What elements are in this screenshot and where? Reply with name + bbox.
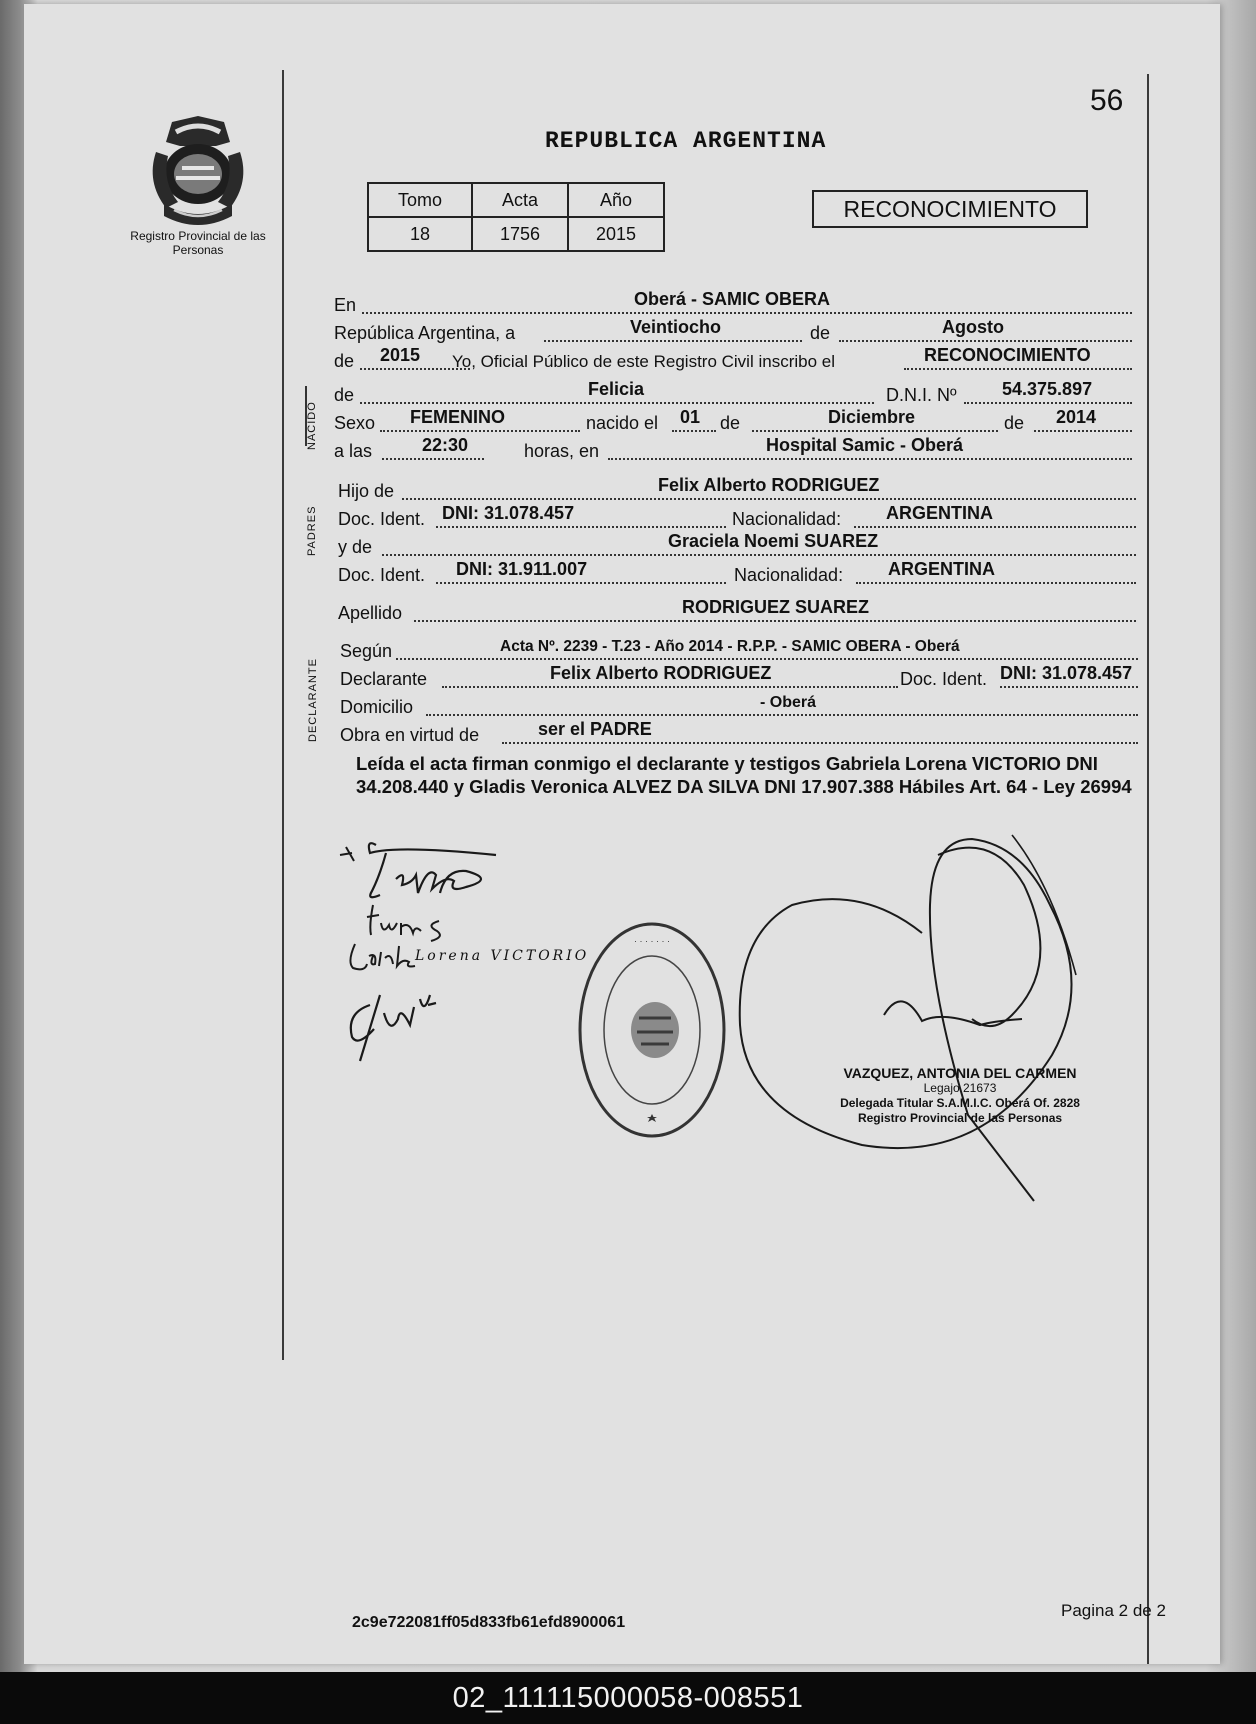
label-doc-ident-declarant: Doc. Ident. bbox=[900, 669, 988, 689]
value-ano: 2015 bbox=[568, 217, 664, 251]
value-father: Felix Alberto RODRIGUEZ bbox=[658, 475, 880, 495]
value-day-words: Veintiocho bbox=[630, 317, 722, 337]
value-declarant-dni: DNI: 31.078.457 bbox=[1000, 663, 1133, 683]
record-table bbox=[367, 182, 665, 252]
dots bbox=[382, 456, 484, 460]
label-declarante: Declarante bbox=[340, 669, 428, 689]
label-de: de bbox=[810, 323, 831, 343]
value-act: RECONOCIMIENTO bbox=[924, 345, 1091, 365]
dots bbox=[544, 338, 802, 342]
value-declarant: Felix Alberto RODRIGUEZ bbox=[550, 663, 772, 683]
value-mother: Graciela Noemi SUAREZ bbox=[668, 531, 879, 551]
label-y-de: y de bbox=[338, 537, 373, 557]
document-title: REPUBLICA ARGENTINA bbox=[545, 128, 827, 154]
line-domicilio bbox=[340, 692, 1140, 720]
dots bbox=[502, 740, 1138, 744]
signer-office: Registro Provincial de las Personas bbox=[857, 1111, 1063, 1125]
line-madre bbox=[338, 532, 1138, 560]
side-label-padres: PADRES bbox=[306, 505, 318, 556]
scan-id: 02_111115000058-008551 bbox=[452, 1681, 804, 1714]
dots bbox=[442, 684, 898, 688]
line-nombre bbox=[334, 380, 1134, 408]
record-type-box: RECONOCIMIENTO bbox=[812, 190, 1088, 228]
line-declarante bbox=[340, 664, 1140, 692]
label-dni: D.N.I. Nº bbox=[886, 385, 957, 405]
dots bbox=[839, 338, 1132, 342]
value-dni: 54.375.897 bbox=[1002, 379, 1093, 399]
label-republica: República Argentina, a bbox=[334, 323, 516, 343]
pagination: Pagina 2 de 2 bbox=[1061, 1601, 1166, 1620]
value-birth-place: Hospital Samic - Oberá bbox=[766, 435, 964, 455]
value-year: 2015 bbox=[380, 345, 421, 365]
inscription-text: Yo, Oficial Público de este Registro Civil inscribo el bbox=[452, 352, 835, 371]
label-sexo: Sexo bbox=[334, 413, 376, 433]
official-signature bbox=[732, 825, 1132, 1215]
line-anio bbox=[334, 346, 1134, 374]
header-acta: Acta bbox=[472, 183, 568, 217]
document-hash: 2c9e722081ff05d833fb61efd8900061 bbox=[352, 1614, 626, 1631]
dots bbox=[608, 456, 1132, 460]
signer-role: Delegada Titular S.A.M.I.C. Oberá Of. 2828 bbox=[840, 1096, 1080, 1110]
value-mother-nationality: ARGENTINA bbox=[888, 559, 995, 579]
dots bbox=[402, 496, 1136, 500]
value-address: - Oberá bbox=[760, 694, 817, 711]
side-label-nacido: NACIDO bbox=[306, 401, 318, 450]
dots bbox=[360, 400, 874, 404]
value-time: 22:30 bbox=[422, 435, 469, 455]
label-hijo-de: Hijo de bbox=[338, 481, 395, 501]
line-republica bbox=[334, 318, 1134, 346]
dots bbox=[1000, 684, 1138, 688]
value-tomo: 18 bbox=[368, 217, 472, 251]
label-nationality-father: Nacionalidad: bbox=[732, 509, 842, 529]
header-tomo: Tomo bbox=[368, 183, 472, 217]
dots bbox=[436, 524, 726, 528]
label-en: En bbox=[334, 295, 357, 315]
label-de-1: de bbox=[720, 413, 741, 433]
right-margin-line bbox=[1147, 74, 1149, 1664]
value-reference-act: Acta Nº. 2239 - T.23 - Año 2014 - R.P.P. - SAMIC OBERA - Oberá bbox=[500, 638, 960, 655]
value-acta: 1756 bbox=[472, 217, 568, 251]
dots bbox=[904, 366, 1132, 370]
line-en bbox=[334, 290, 1134, 318]
witness-signature-lorena bbox=[345, 938, 425, 978]
label-nationality-mother: Nacionalidad: bbox=[734, 565, 844, 585]
value-father-nationality: ARGENTINA bbox=[886, 503, 993, 523]
label-horas: horas, en bbox=[524, 441, 600, 461]
witness-signature-2 bbox=[340, 985, 450, 1065]
page-number: 56 bbox=[1090, 84, 1124, 117]
value-birth-month: Diciembre bbox=[828, 407, 916, 427]
dots bbox=[1034, 428, 1132, 432]
province-seal-logo bbox=[146, 112, 250, 230]
value-father-dni: DNI: 31.078.457 bbox=[442, 503, 575, 523]
header-ano: Año bbox=[568, 183, 664, 217]
label-de-nombre: de bbox=[334, 385, 355, 405]
line-hora bbox=[334, 436, 1134, 464]
dots bbox=[396, 656, 1138, 660]
registry-name: Registro Provincial de las Personas bbox=[130, 229, 266, 257]
value-birth-year: 2014 bbox=[1056, 407, 1097, 427]
left-margin-line bbox=[282, 70, 284, 1360]
dots bbox=[856, 580, 1136, 584]
signer-legajo: Legajo 21673 bbox=[923, 1081, 997, 1095]
svg-text:· · · · · · ·: · · · · · · · bbox=[634, 936, 670, 946]
value-place: Oberá - SAMIC OBERA bbox=[634, 289, 831, 309]
dots bbox=[854, 524, 1136, 528]
value-mother-dni: DNI: 31.911.007 bbox=[456, 559, 588, 579]
value-sex: FEMENINO bbox=[410, 407, 506, 427]
closing-paragraph: Leída el acta firman conmigo el declarante y testigos Gabriela Lorena VICTORIO DNI 34.208.440 y Gladis Veronica ALVEZ DA SILVA DNI 17.907.388 Hábiles Art. 64 - Ley 26994 bbox=[356, 753, 1132, 797]
line-segun bbox=[340, 636, 1140, 664]
value-given-name: Felicia bbox=[588, 379, 645, 399]
witness-name-handwritten: Lorena VICTORIO bbox=[415, 948, 590, 964]
side-label-declarante: DECLARANTE bbox=[307, 658, 319, 742]
official-signature-block bbox=[830, 1066, 1090, 1126]
label-doc-ident-father: Doc. Ident. bbox=[338, 509, 426, 529]
line-padre bbox=[338, 476, 1138, 504]
signer-name: VAZQUEZ, ANTONIA DEL CARMEN bbox=[843, 1065, 1077, 1081]
label-a-las: a las bbox=[334, 441, 373, 461]
dots bbox=[752, 428, 998, 432]
label-segun: Según bbox=[340, 641, 393, 661]
label-obra: Obra en virtud de bbox=[340, 725, 480, 745]
line-apellido bbox=[338, 598, 1138, 626]
registry-stamp bbox=[575, 918, 730, 1143]
dots bbox=[436, 580, 726, 584]
dots bbox=[414, 618, 1136, 622]
scan-id-bar bbox=[0, 1672, 1256, 1724]
value-surname: RODRIGUEZ SUAREZ bbox=[682, 597, 870, 617]
label-doc-ident-mother: Doc. Ident. bbox=[338, 565, 426, 585]
label-domicilio: Domicilio bbox=[340, 697, 414, 717]
label-de-anio: de bbox=[334, 351, 355, 371]
dots bbox=[362, 310, 1132, 314]
dots bbox=[380, 428, 580, 432]
label-de-2: de bbox=[1004, 413, 1025, 433]
dots bbox=[382, 552, 1136, 556]
dots bbox=[964, 400, 1132, 404]
value-birth-day: 01 bbox=[680, 407, 701, 427]
line-obra bbox=[340, 720, 1140, 748]
value-month: Agosto bbox=[942, 317, 1004, 337]
dots bbox=[672, 428, 716, 432]
label-nacido: nacido el bbox=[586, 413, 659, 433]
line-madre-doc bbox=[338, 560, 1138, 588]
dots bbox=[426, 712, 1138, 716]
line-sexo bbox=[334, 408, 1134, 436]
value-reason: ser el PADRE bbox=[538, 719, 652, 739]
line-padre-doc bbox=[338, 504, 1138, 532]
label-apellido: Apellido bbox=[338, 603, 403, 623]
